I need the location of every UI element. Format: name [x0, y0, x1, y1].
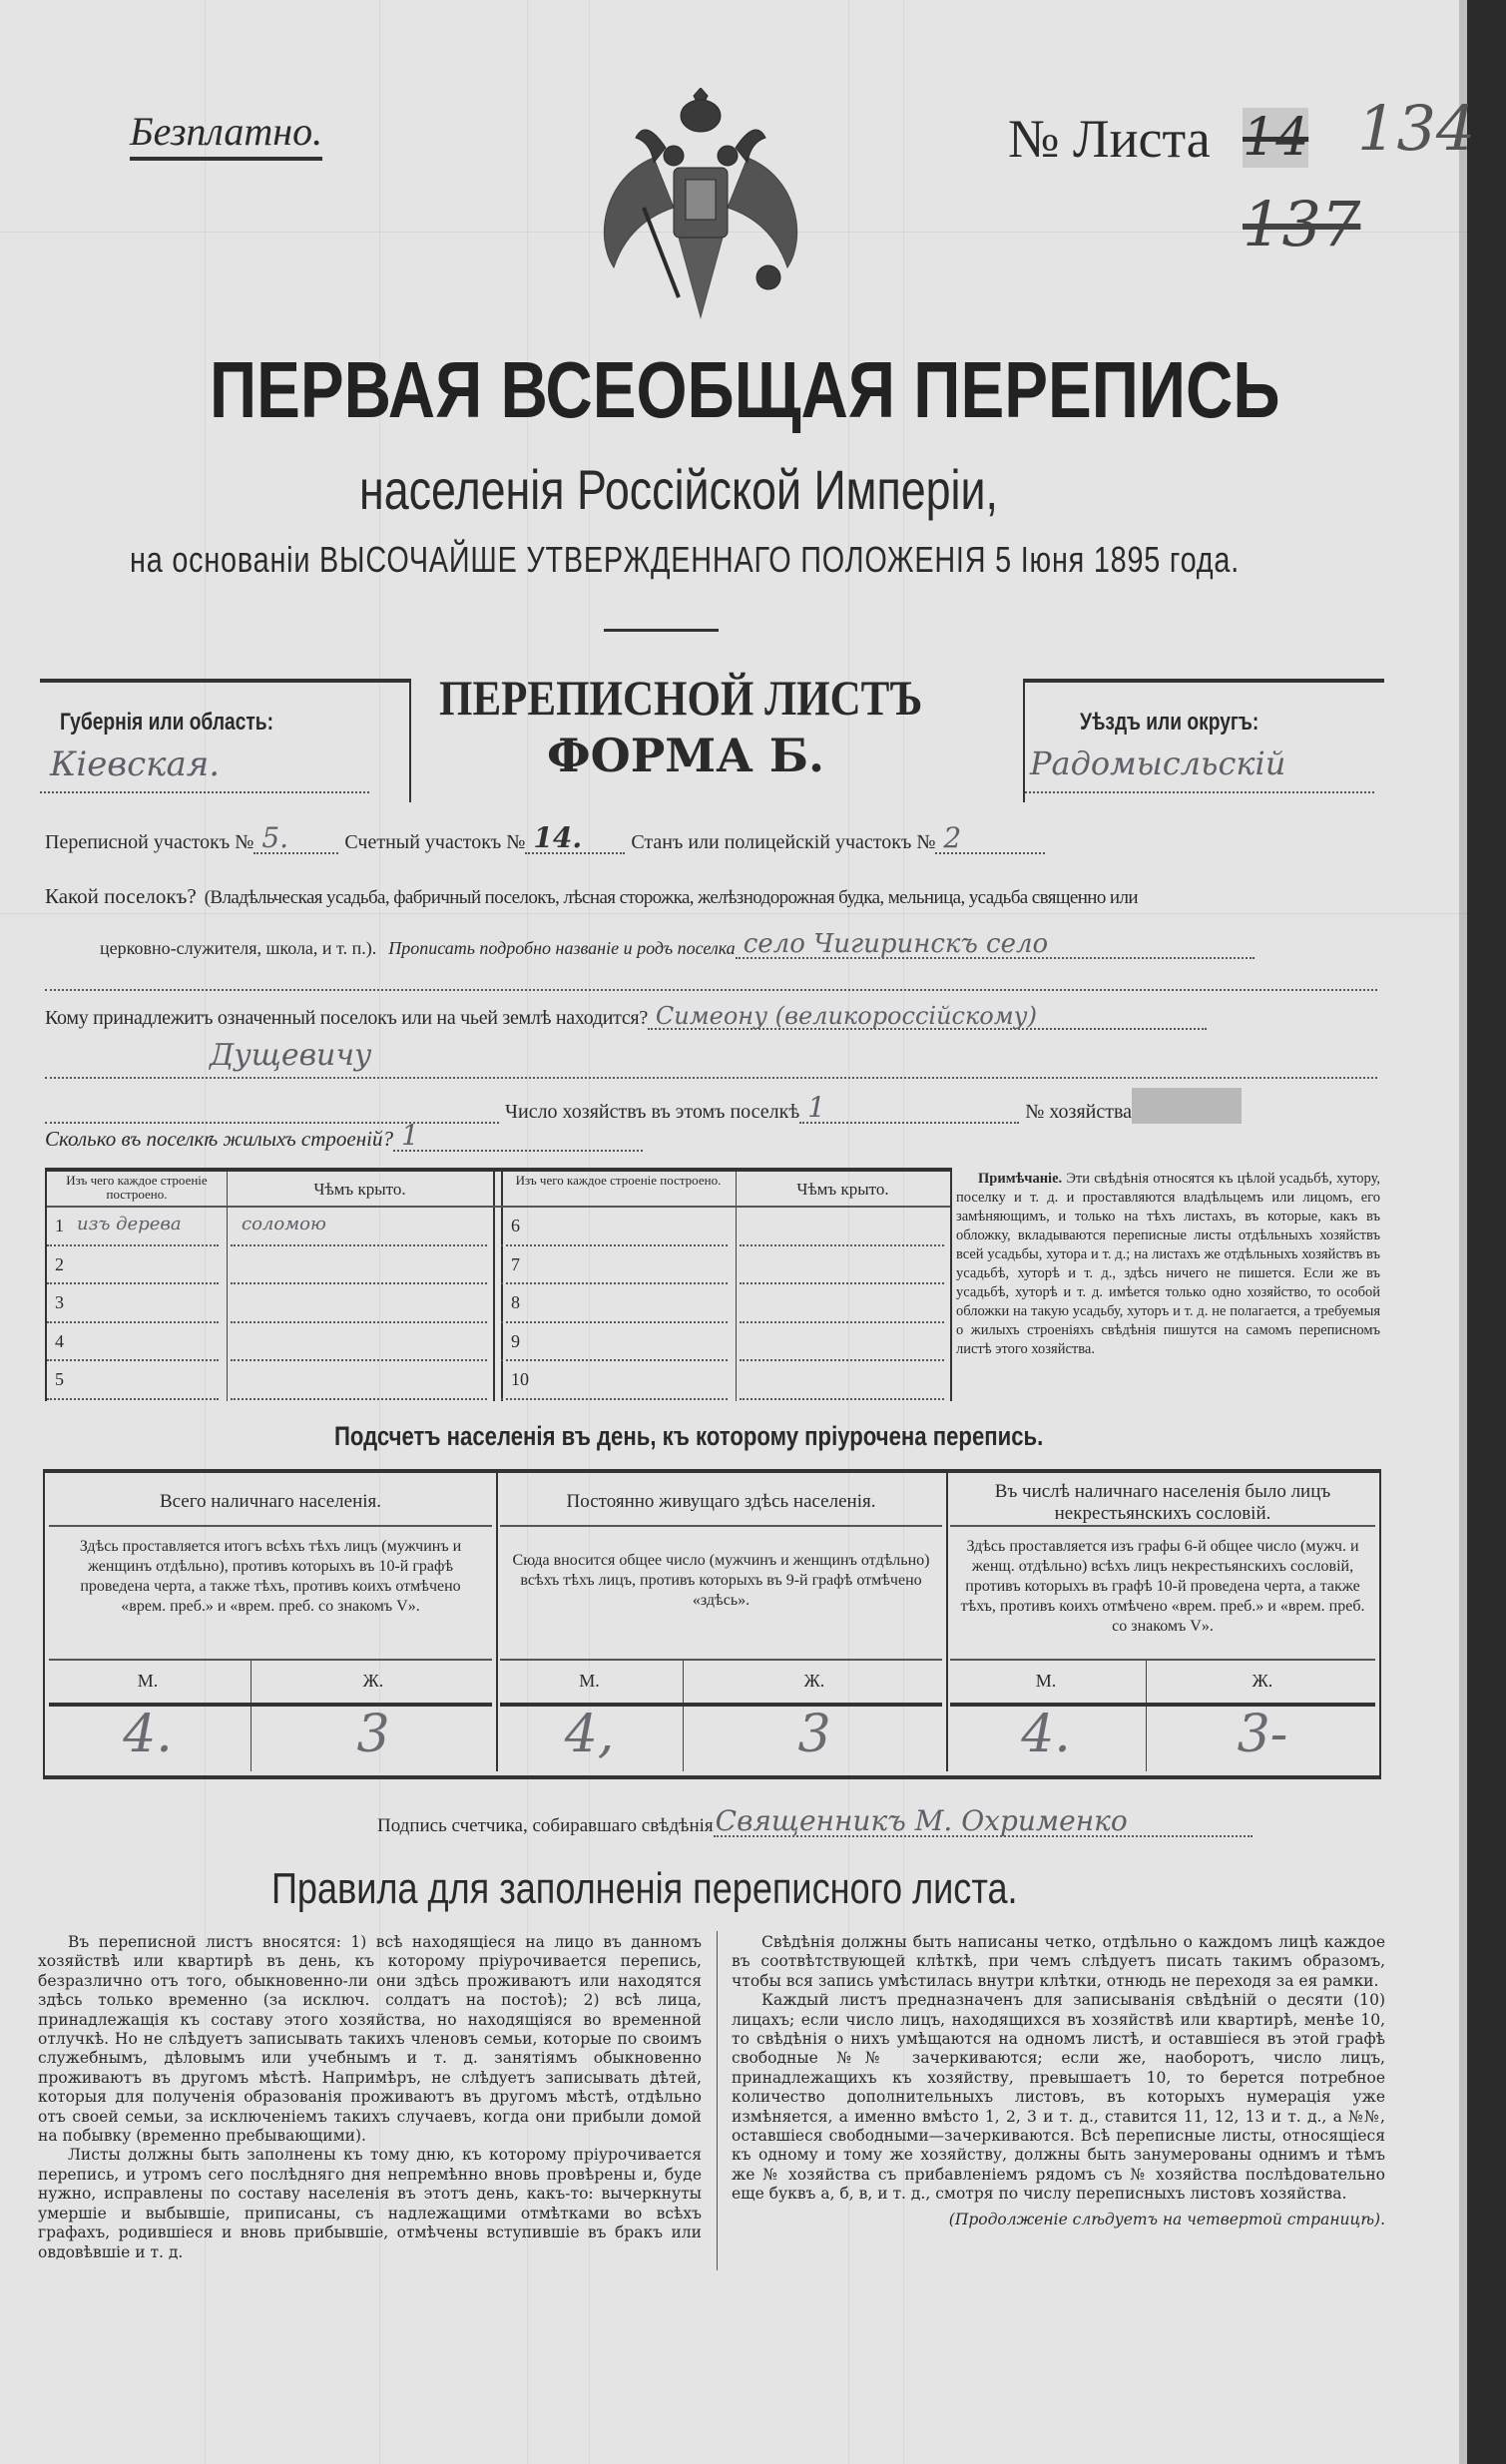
male-label: М.	[579, 1671, 600, 1691]
province-value: Кіевская.	[50, 744, 221, 784]
sheet-number-struck: 14	[1243, 108, 1309, 168]
settlement-hint-2: церковно-служителя, школа, и т. п.).	[100, 938, 377, 958]
building-row	[501, 1246, 950, 1285]
sheet-title: ПЕРЕПИСНОЙ ЛИСТЪ	[439, 670, 923, 726]
household-number-box	[1132, 1088, 1242, 1124]
male-count: 4.	[1021, 1705, 1071, 1764]
row-number: 9	[511, 1330, 520, 1351]
roof-header: Чѣмъ крыто.	[313, 1180, 406, 1199]
households-label: Число хозяйствъ въ этомъ поселкѣ	[505, 1101, 800, 1123]
roof-header: Чѣмъ крыто.	[796, 1180, 889, 1199]
rules-heading: Правила для заполненія переписного листа.	[271, 1864, 1018, 1913]
building-row	[501, 1284, 950, 1323]
row-number: 1	[55, 1216, 64, 1235]
province-label: Губернія или область:	[60, 709, 273, 736]
population-group-description: Здѣсь проставляется изъ графы 6-й общее число (мужч. и женщ. отдѣльно) всѣхъ лицъ некрестьянскихъ сословій, противъ которыхъ въ графѣ 10-й проведена черта, а также тѣхъ, противъ коихъ отмѣчено «врем. преб.» и «врем. преб. со знакомъ V».	[960, 1538, 1365, 1635]
dwellings-label: Сколько въ поселкѣ жилыхъ строеній?	[45, 1127, 393, 1151]
building-material: изъ дерева	[77, 1214, 182, 1234]
rules-left-column	[38, 1933, 702, 2262]
row-number: 10	[511, 1369, 529, 1389]
settlement-hint: (Владѣльческая усадьба, фабричный поселокъ, лѣсная сторожка, желѣзнодорожная будка, мельница, усадьба священно или	[204, 887, 1138, 908]
count-section-value: 14.	[533, 821, 583, 854]
row-number: 3	[55, 1292, 64, 1312]
row-number: 8	[511, 1292, 520, 1312]
population-heading: Подсчетъ населенія въ день, къ которому пріурочена перепись.	[334, 1421, 1044, 1451]
police-section-label: Станъ или полицейскій участокъ №	[631, 831, 936, 853]
material-header: Изъ чего каждое строеніе построено.	[515, 1173, 722, 1188]
scan-border	[1467, 0, 1506, 2464]
population-group-title: Постоянно живущаго здѣсь населенія.	[566, 1491, 876, 1512]
count-section-label: Счетный участокъ №	[344, 831, 526, 853]
household-number-label: № хозяйства	[1025, 1101, 1133, 1123]
sheet-number-handwritten: 134	[1357, 92, 1476, 165]
building-row	[47, 1323, 493, 1362]
building-row	[47, 1208, 493, 1246]
population-group-description: Сюда вносится общее число (мужчинъ и женщинъ отдѣльно) всѣхъ тѣхъ лицъ, противъ которыхъ въ 9-й графѣ отмѣчено «здѣсь».	[512, 1552, 930, 1609]
imperial-eagle-icon	[594, 88, 808, 327]
sheet-number-label: № Листа	[1008, 109, 1211, 169]
male-label: М.	[137, 1671, 159, 1691]
province-box	[40, 679, 411, 802]
signature-label: Подпись счетчика, собиравшаго свѣдѣнія	[377, 1815, 714, 1836]
buildings-table	[45, 1168, 952, 1401]
district-box	[1023, 679, 1384, 802]
district-label: Уѣздъ или округъ:	[1080, 709, 1259, 736]
police-section-value: 2	[943, 821, 962, 854]
free-label: Безплатно.	[130, 108, 322, 161]
settlement-label: Какой поселокъ?	[45, 884, 197, 908]
population-group-title: Всего наличнаго населенія.	[159, 1491, 382, 1512]
population-table	[43, 1469, 1381, 1779]
rules-divider	[717, 1931, 718, 2270]
note	[956, 1170, 1380, 1359]
row-number: 6	[511, 1216, 520, 1235]
row-number: 2	[55, 1253, 64, 1274]
settlement-instruction: Прописать подробно названіе и родъ поселка	[388, 938, 736, 958]
rules-continued: (Продолженіе слѣдуетъ на четвертой страницѣ).	[948, 2210, 1385, 2228]
settlement-value: село Чигиринскъ село	[743, 929, 1049, 959]
divider	[604, 629, 719, 632]
male-count: 4,	[564, 1705, 615, 1764]
census-section-label: Переписной участокъ №	[45, 831, 254, 853]
building-row	[501, 1361, 950, 1400]
female-count: 3-	[1237, 1705, 1288, 1764]
female-label: Ж.	[803, 1671, 825, 1691]
sheet-number-handwritten-2: 137	[1243, 188, 1361, 260]
households-value: 1	[807, 1091, 826, 1124]
rules-paragraph: Каждый листъ предназначенъ для записыванія свѣдѣній о десяти (10) лицахъ; если число лицъ, находящихся въ хозяйствѣ или квартирѣ, менѣе 10, то свѣдѣнія о нихъ умѣщаются на одномъ листѣ, и оставшіеся въ этой графѣ свободные №№ зачеркиваются; если же, наоборотъ, число лицъ, принадлежащихъ къ хозяйству, превышаетъ 10, то берется потребное количество дополнительныхъ листовъ, въ которыхъ нумерація уже измѣняется, а именно вмѣсто 1, 2, 3 и т. д., ставится 11, 12, 13 и т. д., а №№, оставшіеся свободными—зачеркиваются. Всѣ переписные листы, относящіеся къ одному и тому же хозяйству, должны быть занумерованы однимъ и тѣмъ же № хозяйства съ прибавленіемъ рядомъ съ № хозяйства послѣдовательно еще буквъ а, б, в, и т. д., смотря по числу переписныхъ листовъ хозяйства.	[732, 1991, 1385, 2204]
building-row	[47, 1246, 493, 1285]
row-number: 4	[55, 1330, 64, 1351]
owner-value-2: Дущевичу	[210, 1038, 372, 1073]
female-label: Ж.	[362, 1671, 384, 1691]
subtitle: населенія Россійской Имперіи,	[359, 458, 998, 521]
female-count: 3	[356, 1705, 390, 1764]
rules-paragraph: Въ переписной листъ вносятся: 1) всѣ находящіеся на лицо въ данномъ хозяйствѣ или квартирѣ въ день, къ которому пріурочивается перепись, безразлично отъ того, обыкновенно-ли они здѣсь проживаютъ или находятся здѣсь только временно (за исключ. солдатъ на постоѣ); 2) всѣ лица, принадлежащія къ составу этого хозяйства, но находящіяся во временной отлучкѣ. Но не слѣдуетъ записывать такихъ членовъ семьи, которые по своимъ служебнымъ, дѣловымъ или учебнымъ и т. д. занятіямъ обыкновенно проживаютъ въ другомъ мѣстѣ. Напримѣръ, не слѣдуетъ записывать дѣтей, которыя для полученія образованія проживаютъ въ другомъ мѣстѣ, отдѣльно отъ своей семьи, за исключеніемъ такихъ случаевъ, когда они прибыли домой на побывку (временно пребывающими).	[38, 1933, 702, 2146]
signature-value: Священникъ М. Охрименко	[715, 1804, 1128, 1837]
material-header: Изъ чего каждое строеніе построено.	[66, 1173, 208, 1202]
page-edge-shadow	[1459, 0, 1467, 2464]
row-number: 7	[511, 1253, 520, 1274]
female-label: Ж.	[1252, 1671, 1273, 1691]
building-row	[501, 1208, 950, 1246]
legal-basis: на основаніи ВЫСОЧАЙШЕ УТВЕРЖДЕННАГО ПОЛОЖЕНІЯ 5 Іюня 1895 года.	[130, 539, 1241, 580]
building-row	[501, 1323, 950, 1362]
male-label: М.	[1035, 1671, 1057, 1691]
main-title: ПЕРВАЯ ВСЕОБЩАЯ ПЕРЕПИСЬ	[210, 345, 1280, 434]
male-count: 4.	[123, 1705, 173, 1764]
population-group-title: Въ числѣ наличнаго населенія было лицъ некрестьянскихъ сословій.	[994, 1481, 1331, 1524]
dwellings-value: 1	[400, 1119, 419, 1152]
owner-label: Кому принадлежитъ означенный поселокъ или на чьей землѣ находится?	[45, 1007, 648, 1029]
population-group-description: Здѣсь проставляется итогъ всѣхъ тѣхъ лицъ (мужчинъ и женщинъ отдѣльно), противъ которыхъ въ 10-й графѣ проведена черта, а также тѣхъ, противъ коихъ отмѣчено «врем. преб.» и «врем. преб. со знакомъ V».	[79, 1538, 462, 1615]
building-row	[47, 1361, 493, 1400]
form-name: ФОРМА Б.	[547, 729, 825, 782]
building-roof: соломою	[242, 1214, 326, 1234]
owner-value: Симеону (великороссійскому)	[655, 1002, 1037, 1030]
row-number: 5	[55, 1369, 64, 1389]
rules-paragraph: Листы должны быть заполнены къ тому дню, къ которому пріурочивается перепись, и утромъ сего послѣдняго дня непремѣнно вновь провѣрены и, буде нужно, исправлены по составу населенія въ этотъ день, какъ-то: вычеркнуты умершіе и выбывшіе, приписаны, съ надлежащими отмѣтками во всѣхъ графахъ, родившіеся и вновь прибывшіе, отмѣчены вступившіе въ бракъ или овдовѣвшіе и т. д.	[38, 2146, 702, 2261]
female-count: 3	[797, 1705, 831, 1764]
district-value: Радомысльскій	[1030, 744, 1286, 782]
note-title: Примѣчаніе.	[978, 1171, 1063, 1187]
rules-paragraph: Свѣдѣнія должны быть написаны четко, отдѣльно о каждомъ лицѣ каждое въ соотвѣтствующей клѣткѣ, при чемъ слѣдуетъ писать такимъ образомъ, чтобы вся запись умѣстилась внутри клѣтки, отнюдь не переходя за ея рамки.	[732, 1933, 1385, 1990]
building-row	[47, 1284, 493, 1323]
rules-right-column	[732, 1933, 1385, 2229]
census-section-value: 5.	[261, 821, 289, 854]
note-text: Эти свѣдѣнія относятся къ цѣлой усадьбѣ, хутору, поселку и т. д. и проставляются владѣльцемъ или лицомъ, его замѣняющимъ, и только на тѣхъ листахъ, въ которые, какъ въ обложку, вкладываются переписные листы отдѣльныхъ хозяйствъ всей усадьбы, хутора и т. д.; на листахъ же отдѣльныхъ хозяйствъ въ усадьбѣ, хуторѣ и т. д., здѣсь ничего не пишется. Если же въ усадьбѣ, хуторѣ и т. д. имѣется только одно хозяйство, то особой обложки на такую усадьбу, хуторъ и т. д. не полагается, а требуемыя о жилыхъ строеніяхъ свѣдѣнія пишутся на самомъ переписномъ листѣ этого хозяйства.	[956, 1171, 1380, 1357]
